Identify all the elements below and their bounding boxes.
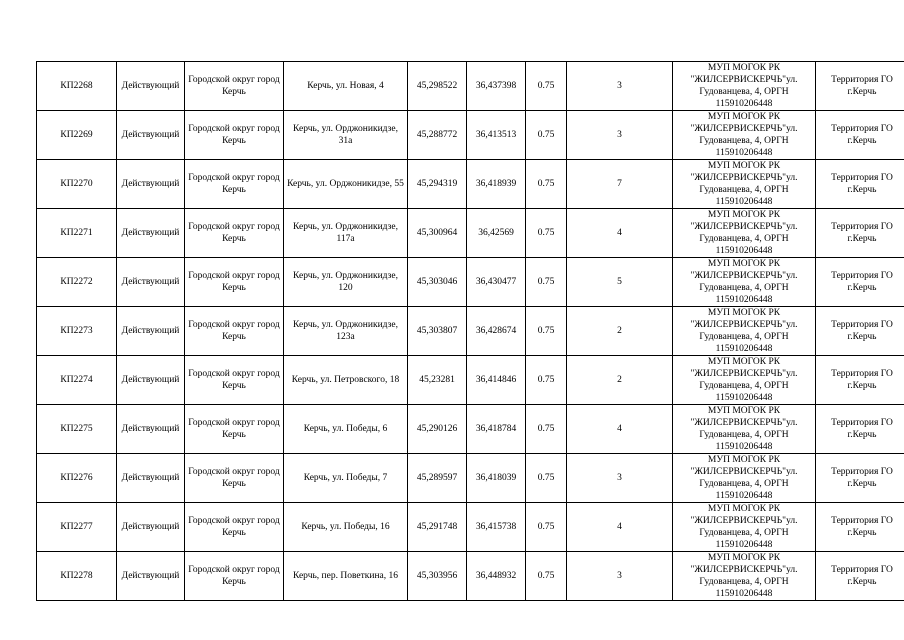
operator-line: МУП МОГОК РК bbox=[707, 504, 781, 514]
container-count-cell: 3 bbox=[567, 62, 673, 111]
operator-line: Гудованцева, 4, ОРГН bbox=[699, 234, 789, 244]
operator-line: "ЖИЛСЕРВИСКЕРЧЬ"ул. bbox=[690, 222, 798, 232]
longitude-cell: 36,437398 bbox=[467, 62, 526, 111]
latitude-cell: 45,303046 bbox=[408, 258, 467, 307]
site-id-cell: КП2271 bbox=[37, 209, 117, 258]
operator-line: "ЖИЛСЕРВИСКЕРЧЬ"ул. bbox=[690, 75, 798, 85]
operator-line: МУП МОГОК РК bbox=[707, 308, 781, 318]
operator-line: "ЖИЛСЕРВИСКЕРЧЬ"ул. bbox=[690, 271, 798, 281]
status-cell: Действующий bbox=[117, 209, 185, 258]
municipality-cell: Городской округ город Керчь bbox=[185, 62, 284, 111]
operator-line: Гудованцева, 4, ОРГН bbox=[699, 479, 789, 489]
address-cell: Керчь, ул. Новая, 4 bbox=[284, 62, 408, 111]
operator-line: МУП МОГОК РК bbox=[707, 357, 781, 367]
territory-cell: Территория ГО г.Керчь bbox=[816, 454, 904, 503]
operator-line: 115910206448 bbox=[715, 589, 773, 599]
territory-cell: Территория ГО г.Керчь bbox=[816, 160, 904, 209]
operator-line: 115910206448 bbox=[715, 491, 773, 501]
operator-line: МУП МОГОК РК bbox=[707, 553, 781, 563]
municipality-cell: Городской округ город Керчь bbox=[185, 209, 284, 258]
operator-line: 115910206448 bbox=[715, 295, 773, 305]
registry-table bbox=[36, 61, 904, 601]
registry-table-body bbox=[37, 62, 904, 601]
status-cell: Действующий bbox=[117, 160, 185, 209]
operator-line: Гудованцева, 4, ОРГН bbox=[699, 87, 789, 97]
operator-line: "ЖИЛСЕРВИСКЕРЧЬ"ул. bbox=[690, 418, 798, 428]
territory-cell: Территория ГО г.Керчь bbox=[816, 62, 904, 111]
container-count-cell: 3 bbox=[567, 454, 673, 503]
operator-line: Гудованцева, 4, ОРГН bbox=[699, 528, 789, 538]
volume-cell: 0.75 bbox=[526, 503, 567, 552]
table-row bbox=[37, 209, 904, 258]
longitude-cell: 36,448932 bbox=[467, 552, 526, 601]
container-count-cell: 3 bbox=[567, 552, 673, 601]
operator-line: МУП МОГОК РК bbox=[707, 259, 781, 269]
operator-cell bbox=[673, 111, 816, 160]
site-id-cell: КП2275 bbox=[37, 405, 117, 454]
operator-line: "ЖИЛСЕРВИСКЕРЧЬ"ул. bbox=[690, 124, 798, 134]
site-id-cell: КП2270 bbox=[37, 160, 117, 209]
operator-line: 115910206448 bbox=[715, 246, 773, 256]
territory-cell: Территория ГО г.Керчь bbox=[816, 356, 904, 405]
status-cell: Действующий bbox=[117, 405, 185, 454]
municipality-cell: Городской округ город Керчь bbox=[185, 258, 284, 307]
volume-cell: 0.75 bbox=[526, 62, 567, 111]
operator-line: Гудованцева, 4, ОРГН bbox=[699, 577, 789, 587]
territory-cell: Территория ГО г.Керчь bbox=[816, 209, 904, 258]
table-row bbox=[37, 356, 904, 405]
volume-cell: 0.75 bbox=[526, 111, 567, 160]
operator-line: 115910206448 bbox=[715, 148, 773, 158]
operator-line: МУП МОГОК РК bbox=[707, 63, 781, 73]
address-cell: Керчь, ул. Победы, 7 bbox=[284, 454, 408, 503]
operator-cell bbox=[673, 160, 816, 209]
table-row bbox=[37, 258, 904, 307]
operator-line: 115910206448 bbox=[715, 344, 773, 354]
operator-line: "ЖИЛСЕРВИСКЕРЧЬ"ул. bbox=[690, 516, 798, 526]
site-id-cell: КП2269 bbox=[37, 111, 117, 160]
longitude-cell: 36,42569 bbox=[467, 209, 526, 258]
operator-line: Гудованцева, 4, ОРГН bbox=[699, 381, 789, 391]
latitude-cell: 45,288772 bbox=[408, 111, 467, 160]
status-cell: Действующий bbox=[117, 111, 185, 160]
longitude-cell: 36,418039 bbox=[467, 454, 526, 503]
table-row bbox=[37, 111, 904, 160]
operator-line: 115910206448 bbox=[715, 540, 773, 550]
municipality-cell: Городской округ город Керчь bbox=[185, 307, 284, 356]
address-cell: Керчь, ул. Орджоникидзе, 123а bbox=[284, 307, 408, 356]
municipality-cell: Городской округ город Керчь bbox=[185, 111, 284, 160]
operator-cell bbox=[673, 307, 816, 356]
latitude-cell: 45,303807 bbox=[408, 307, 467, 356]
status-cell: Действующий bbox=[117, 62, 185, 111]
operator-line: Гудованцева, 4, ОРГН bbox=[699, 332, 789, 342]
municipality-cell: Городской округ город Керчь bbox=[185, 160, 284, 209]
address-cell: Керчь, пер. Поветкина, 16 bbox=[284, 552, 408, 601]
operator-line: "ЖИЛСЕРВИСКЕРЧЬ"ул. bbox=[690, 467, 798, 477]
operator-line: МУП МОГОК РК bbox=[707, 455, 781, 465]
site-id-cell: КП2274 bbox=[37, 356, 117, 405]
container-count-cell: 4 bbox=[567, 209, 673, 258]
operator-line: Гудованцева, 4, ОРГН bbox=[699, 283, 789, 293]
operator-line: МУП МОГОК РК bbox=[707, 210, 781, 220]
table-row bbox=[37, 503, 904, 552]
longitude-cell: 36,414846 bbox=[467, 356, 526, 405]
table-row bbox=[37, 62, 904, 111]
operator-line: "ЖИЛСЕРВИСКЕРЧЬ"ул. bbox=[690, 320, 798, 330]
site-id-cell: КП2278 bbox=[37, 552, 117, 601]
volume-cell: 0.75 bbox=[526, 307, 567, 356]
status-cell: Действующий bbox=[117, 258, 185, 307]
municipality-cell: Городской округ город Керчь bbox=[185, 503, 284, 552]
address-cell: Керчь, ул. Петровского, 18 bbox=[284, 356, 408, 405]
container-count-cell: 4 bbox=[567, 503, 673, 552]
status-cell: Действующий bbox=[117, 503, 185, 552]
latitude-cell: 45,303956 bbox=[408, 552, 467, 601]
volume-cell: 0.75 bbox=[526, 356, 567, 405]
latitude-cell: 45,291748 bbox=[408, 503, 467, 552]
operator-line: "ЖИЛСЕРВИСКЕРЧЬ"ул. bbox=[690, 369, 798, 379]
site-id-cell: КП2276 bbox=[37, 454, 117, 503]
operator-cell bbox=[673, 552, 816, 601]
table-row bbox=[37, 405, 904, 454]
address-cell: Керчь, ул. Орджоникидзе, 55 bbox=[284, 160, 408, 209]
operator-cell bbox=[673, 454, 816, 503]
operator-cell bbox=[673, 62, 816, 111]
volume-cell: 0.75 bbox=[526, 209, 567, 258]
table-row bbox=[37, 552, 904, 601]
operator-cell bbox=[673, 356, 816, 405]
address-cell: Керчь, ул. Победы, 6 bbox=[284, 405, 408, 454]
operator-cell bbox=[673, 405, 816, 454]
container-count-cell: 5 bbox=[567, 258, 673, 307]
container-count-cell: 2 bbox=[567, 356, 673, 405]
longitude-cell: 36,418784 bbox=[467, 405, 526, 454]
operator-cell bbox=[673, 209, 816, 258]
operator-line: "ЖИЛСЕРВИСКЕРЧЬ"ул. bbox=[690, 565, 798, 575]
status-cell: Действующий bbox=[117, 552, 185, 601]
volume-cell: 0.75 bbox=[526, 454, 567, 503]
operator-line: "ЖИЛСЕРВИСКЕРЧЬ"ул. bbox=[690, 173, 798, 183]
address-cell: Керчь, ул. Орджоникидзе, 117а bbox=[284, 209, 408, 258]
territory-cell: Территория ГО г.Керчь bbox=[816, 111, 904, 160]
longitude-cell: 36,428674 bbox=[467, 307, 526, 356]
latitude-cell: 45,23281 bbox=[408, 356, 467, 405]
longitude-cell: 36,418939 bbox=[467, 160, 526, 209]
table-row bbox=[37, 307, 904, 356]
latitude-cell: 45,289597 bbox=[408, 454, 467, 503]
operator-cell bbox=[673, 503, 816, 552]
municipality-cell: Городской округ город Керчь bbox=[185, 356, 284, 405]
status-cell: Действующий bbox=[117, 307, 185, 356]
site-id-cell: КП2273 bbox=[37, 307, 117, 356]
municipality-cell: Городской округ город Керчь bbox=[185, 405, 284, 454]
volume-cell: 0.75 bbox=[526, 258, 567, 307]
volume-cell: 0.75 bbox=[526, 552, 567, 601]
address-cell: Керчь, ул. Орджоникидзе, 120 bbox=[284, 258, 408, 307]
longitude-cell: 36,415738 bbox=[467, 503, 526, 552]
operator-line: МУП МОГОК РК bbox=[707, 406, 781, 416]
operator-line: 115910206448 bbox=[715, 442, 773, 452]
territory-cell: Территория ГО г.Керчь bbox=[816, 552, 904, 601]
operator-line: Гудованцева, 4, ОРГН bbox=[699, 136, 789, 146]
operator-cell bbox=[673, 258, 816, 307]
site-id-cell: КП2268 bbox=[37, 62, 117, 111]
table-row bbox=[37, 160, 904, 209]
container-count-cell: 4 bbox=[567, 405, 673, 454]
operator-line: Гудованцева, 4, ОРГН bbox=[699, 185, 789, 195]
territory-cell: Территория ГО г.Керчь bbox=[816, 258, 904, 307]
operator-line: Гудованцева, 4, ОРГН bbox=[699, 430, 789, 440]
site-id-cell: КП2277 bbox=[37, 503, 117, 552]
operator-line: 115910206448 bbox=[715, 197, 773, 207]
operator-line: 115910206448 bbox=[715, 99, 773, 109]
latitude-cell: 45,298522 bbox=[408, 62, 467, 111]
latitude-cell: 45,294319 bbox=[408, 160, 467, 209]
volume-cell: 0.75 bbox=[526, 160, 567, 209]
container-count-cell: 2 bbox=[567, 307, 673, 356]
municipality-cell: Городской округ город Керчь bbox=[185, 454, 284, 503]
municipality-cell: Городской округ город Керчь bbox=[185, 552, 284, 601]
container-count-cell: 3 bbox=[567, 111, 673, 160]
longitude-cell: 36,430477 bbox=[467, 258, 526, 307]
volume-cell: 0.75 bbox=[526, 405, 567, 454]
operator-line: МУП МОГОК РК bbox=[707, 112, 781, 122]
address-cell: Керчь, ул. Победы, 16 bbox=[284, 503, 408, 552]
territory-cell: Территория ГО г.Керчь bbox=[816, 405, 904, 454]
operator-line: МУП МОГОК РК bbox=[707, 161, 781, 171]
address-cell: Керчь, ул. Орджоникидзе, 31а bbox=[284, 111, 408, 160]
latitude-cell: 45,300964 bbox=[408, 209, 467, 258]
site-id-cell: КП2272 bbox=[37, 258, 117, 307]
status-cell: Действующий bbox=[117, 454, 185, 503]
operator-line: 115910206448 bbox=[715, 393, 773, 403]
territory-cell: Территория ГО г.Керчь bbox=[816, 503, 904, 552]
table-row bbox=[37, 454, 904, 503]
longitude-cell: 36,413513 bbox=[467, 111, 526, 160]
territory-cell: Территория ГО г.Керчь bbox=[816, 307, 904, 356]
status-cell: Действующий bbox=[117, 356, 185, 405]
container-count-cell: 7 bbox=[567, 160, 673, 209]
latitude-cell: 45,290126 bbox=[408, 405, 467, 454]
